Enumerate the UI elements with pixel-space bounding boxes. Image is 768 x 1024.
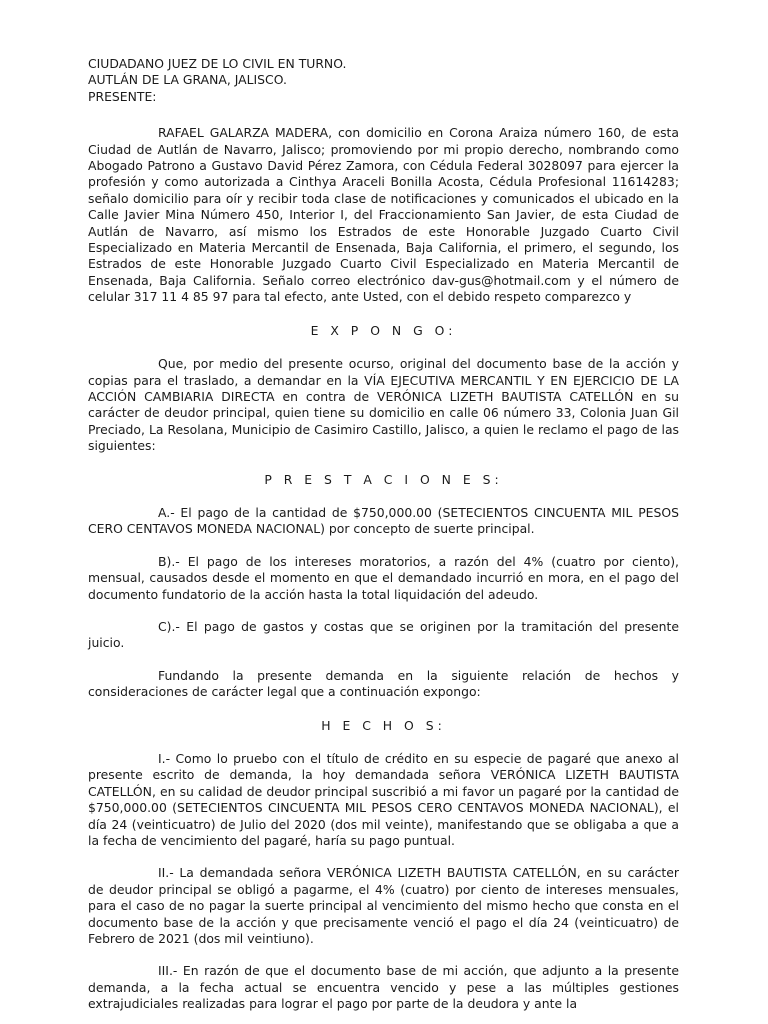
intro-paragraph: RAFAEL GALARZA MADERA, con domicilio en Corona Araiza número 160, de esta Ciudad de Autlán de Navarro, Jalisco; promoviendo por mi propio derecho, nombrando como Abogado Patrono a Gustavo David Pérez Zamora, con Cédula Federal 3028097 para ejercer la profesión y como autorizada a Cinthya Araceli Bonilla Acosta, Cédula Profesional 11614283; señalo domicilio para oír y recibir toda clase de notificaciones y comunicados el ubicado en la Calle Javier Mina Número 450, Interior I, del Fraccionamiento San Javier, de esta Ciudad de Autlán de Navarro, así mismo los Estrados de este Honorable Juzgado Cuarto Civil Especializado en Materia Mercantil de Ensenada, Baja California, el primero, el segundo, los Estrados de este Honorable Juzgado Cuarto Civil Especializado en Materia Mercantil de Ensenada, Baja California. Señalo correo electrónico dav-gus@hotmail.com y el número de celular 317 11 4 85 97 para tal efecto, ante Usted, con el debido respeto comparezco y (88, 125, 679, 305)
prestaciones-heading: P R E S T A C I O N E S: (264, 471, 503, 487)
hecho-iii: III.- En razón de que el documento base de mi acción, que adjunto a la presente demanda, a la fecha actual se encuentra vencido y pese a las múltiples gestiones extrajudiciales realizadas para lograr el pago por parte de la deudora y ante la (88, 963, 679, 1012)
prestacion-b: B).- El pago de los intereses moratorios, a razón del 4% (cuatro por ciento), mensual, causados desde el momento en que el demandado incurrió en mora, en el pago del documento fundatorio de la acción hasta la total liquidación del adeudo. (88, 553, 679, 602)
addressee-line: CIUDADANO JUEZ DE LO CIVIL EN TURNO. (88, 56, 347, 71)
hecho-i: I.- Como lo pruebo con el título de crédito en su especie de pagaré que anexo al presente escrito de demanda, la hoy demandada señora VERÓNICA LIZETH BAUTISTA CATELLÓN, en su calidad de deudor principal suscribió a mi favor un pagaré por la cantidad de $750,000.00 (SETECIENTOS CINCUENTA MIL PESOS CERO CENTAVOS MONEDA NACIONAL), el día 24 (veinticuatro) de Julio del 2020 (dos mil veinte), manifestando que se obligaba a que a la fecha de vencimiento del pagaré, haría su pago puntual. (88, 751, 679, 849)
addressee-presente: PRESENTE: (88, 88, 157, 104)
hecho-ii: II.- La demandada señora VERÓNICA LIZETH BAUTISTA CATELLÓN, en su carácter de deudor principal se obligó a pagarme, el 4% (cuatro) por ciento de intereses mensuales, para el caso de no pagar la suerte principal al vencimiento del mismo hecho que consta en el documento base de la acción y que precisamente venció el pago el día 24 (veinticuatro) de Febrero de 2021 (dos mil veintiuno). (88, 865, 679, 947)
document-body (88, 56, 679, 1013)
expongo-heading: E X P O N G O: (310, 322, 457, 338)
prestacion-c: C).- El pago de gastos y costas que se originen por la tramitación del presente juicio. (88, 618, 679, 651)
expongo-paragraph: Que, por medio del presente ocurso, original del documento base de la acción y copias para el traslado, a demandar en la VÍA EJECUTIVA MERCANTIL Y EN EJERCICIO DE LA ACCIÓN CAMBIARIA DIRECTA en contra de VERÓNICA LIZETH BAUTISTA CATELLÓN en su carácter de deudor principal, quien tiene su domicilio en calle 06 número 33, Colonia Juan Gil Preciado, La Resolana, Municipio de Casimiro Castillo, Jalisco, a quien le reclamo el pago de las siguientes: (88, 356, 679, 454)
hechos-heading: H E C H O S: (321, 717, 446, 733)
prestacion-a: A.- El pago de la cantidad de $750,000.00 (SETECIENTOS CINCUENTA MIL PESOS CERO CENTAVOS MONEDA NACIONAL) por concepto de suerte principal. (88, 504, 679, 537)
addressee-location: AUTLÁN DE LA GRANA, JALISCO. (88, 72, 287, 88)
fundando-paragraph: Fundando la presente demanda en la siguiente relación de hechos y consideraciones de carácter legal que a continuación expongo: (88, 667, 679, 700)
